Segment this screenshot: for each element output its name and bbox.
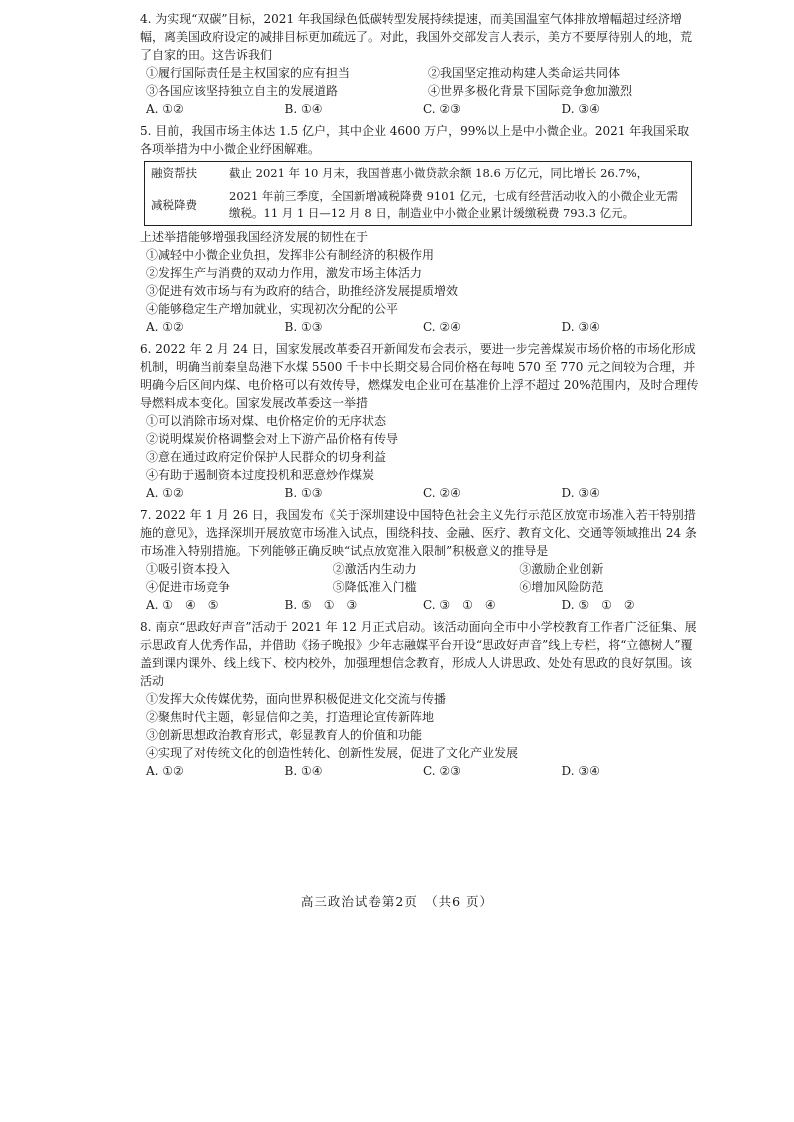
question-6 — [140, 340, 700, 502]
option-d[interactable]: D. ③④ — [561, 764, 600, 778]
statement: ④实现了对传统文化的创造性转化、创新性发展，促进了文化产业发展 — [146, 746, 519, 760]
statement: ②发挥生产与消费的双动力作用，激发市场主体活力 — [146, 266, 423, 280]
table-label: 融资帮扶 — [151, 166, 197, 180]
statement: ③激励企业创新 — [519, 562, 604, 576]
statement: ③各国应该坚持独立自主的发展道路 — [146, 84, 339, 98]
measures-table — [144, 161, 692, 226]
statement: ④促进市场竞争 — [146, 580, 231, 594]
table-label: 减税降费 — [151, 197, 197, 212]
option-b[interactable]: B. ①④ — [284, 102, 323, 116]
question-4-statements — [140, 64, 700, 100]
question-7-statements — [140, 560, 700, 596]
statement: ④世界多极化背景下国际竞争愈加激烈 — [428, 84, 633, 98]
option-b[interactable]: B. ①③ — [284, 320, 323, 334]
statement: ②说明煤炭价格调整会对上下游产品价格有传导 — [146, 432, 399, 446]
question-5-stem: 5. 目前，我国市场主体达 1.5 亿户，其中企业 4600 万户，99%以上是中小微企业。2021 年我国采取各项举措为中小微企业纾困解难。 — [140, 124, 690, 156]
statement: ④能够稳定生产增加就业，实现初次分配的公平 — [146, 302, 399, 316]
table-cell: 截止 2021 年 10 月末，我国普惠小微贷款余额 18.6 万亿元，同比增长 26.7%， — [229, 166, 649, 180]
question-7-options — [140, 596, 700, 614]
option-a[interactable]: A. ①② — [146, 764, 184, 778]
table-cell: 2021 年前三季度，全国新增减税降费 9101 亿元，七成有经营活动收入的小微企业无需缴税。11 月 1 日—12 月 8 日，制造业中小微企业累计缓缴税费 793.3 亿元。 — [229, 189, 678, 220]
question-7 — [140, 506, 700, 614]
question-5-options — [140, 318, 700, 336]
statement: ③创新思想政治教育形式，彰显教育人的价值和功能 — [146, 728, 423, 742]
option-d[interactable]: D. ③④ — [561, 320, 600, 334]
statement: ②激活内生动力 — [332, 562, 417, 576]
statement: ⑤降低准入门槛 — [332, 580, 417, 594]
option-b[interactable]: B. ⑤ ① ③ — [284, 598, 358, 612]
statement: ②聚焦时代主题，彰显信仰之美，打造理论宣传新阵地 — [146, 710, 435, 724]
option-a[interactable]: A. ①② — [146, 102, 184, 116]
question-8-stem: 8. 南京“思政好声音”活动于 2021 年 12 月正式启动。该活动面向全市中小学校教育工作者广泛征集、展示思政育人优秀作品，并借助《扬子晚报》少年志融媒平台开设“思政好声音”线上专栏，将“立德树人”覆盖到课内课外、线上线下、校内校外，加强理想信念教育，形成人人讲思政、处处有思政的良好氛围。该活动 — [140, 620, 697, 688]
option-a[interactable]: A. ①② — [146, 486, 184, 500]
statement: ①可以消除市场对煤、电价格定价的无序状态 — [146, 414, 387, 428]
option-d[interactable]: D. ⑤ ① ② — [561, 598, 635, 612]
option-c[interactable]: C. ②④ — [423, 320, 461, 334]
page-footer: 高三政治试卷第2页 （共6 页） — [300, 894, 494, 909]
statement: ①减轻中小微企业负担，发挥非公有制经济的积极作用 — [146, 248, 435, 262]
question-4-stem: 4. 为实现“双碳”目标，2021 年我国绿色低碳转型发展持续提速，而美国温室气体排放增幅超过经济增幅，离美国政府设定的减排目标更加疏远了。对此，我国外交部发言人表示，美方不要厚待别人的地，荒了自家的田。这告诉我们 — [140, 12, 693, 62]
statement: ③意在通过政府定价保护人民群众的切身利益 — [146, 450, 387, 464]
statement: ①履行国际责任是主权国家的应有担当 — [146, 66, 351, 80]
option-c[interactable]: C. ②③ — [423, 764, 461, 778]
question-4-options — [140, 100, 700, 118]
option-d[interactable]: D. ③④ — [561, 486, 600, 500]
statement: ②我国坚定推动构建人类命运共同体 — [428, 66, 621, 80]
question-5 — [140, 122, 700, 336]
option-c[interactable]: C. ②③ — [423, 102, 461, 116]
question-5-lead: 上述举措能够增强我国经济发展的韧性在于 — [140, 230, 369, 244]
option-b[interactable]: B. ①④ — [284, 764, 323, 778]
option-b[interactable]: B. ①③ — [284, 486, 323, 500]
option-a[interactable]: A. ①② — [146, 320, 184, 334]
question-8-options — [140, 762, 700, 780]
option-a[interactable]: A. ① ④ ⑤ — [146, 598, 219, 612]
option-d[interactable]: D. ③④ — [561, 102, 600, 116]
statement: ①吸引资本投入 — [146, 562, 231, 576]
statement: ⑥增加风险防范 — [519, 580, 604, 594]
question-6-options — [140, 484, 700, 502]
option-c[interactable]: C. ③ ① ④ — [423, 598, 496, 612]
statement: ③促进有效市场与有为政府的结合，助推经济发展提质增效 — [146, 284, 459, 298]
question-7-stem: 7. 2022 年 1 月 26 日，我国发布《关于深圳建设中国特色社会主义先行示范区放宽市场准入若干特别措施的意见》，选择深圳开展放宽市场准入试点，围绕科技、金融、医疗、教育文化、交通等领域推出 24 条市场准入特别措施。下列能够正确反映“试点放宽准入限制”积极意义的推导是 — [140, 508, 697, 558]
table-row — [145, 185, 692, 226]
question-6-stem: 6. 2022 年 2 月 24 日，国家发展改革委召开新闻发布会表示，要进一步完善煤炭市场价格的市场化形成机制，明确当前秦皇岛港下水煤 5500 千卡中长期交易合同价格在每吨 570 至 770 元之间较为合理，并明确今后区间内煤、电价格可以有效传导，燃煤发电企业可在基准价上浮不超过 20%范围内，及时合理传导燃料成本变化。国家发展改革委这一举措 — [140, 342, 699, 410]
statement: ①发挥大众传媒优势，面向世界积极促进文化交流与传播 — [146, 692, 447, 706]
exam-page — [140, 10, 700, 784]
question-8 — [140, 618, 700, 780]
statement: ④有助于遏制资本过度投机和恶意炒作煤炭 — [146, 468, 375, 482]
option-c[interactable]: C. ②④ — [423, 486, 461, 500]
table-row — [145, 162, 692, 186]
question-4 — [140, 10, 700, 118]
